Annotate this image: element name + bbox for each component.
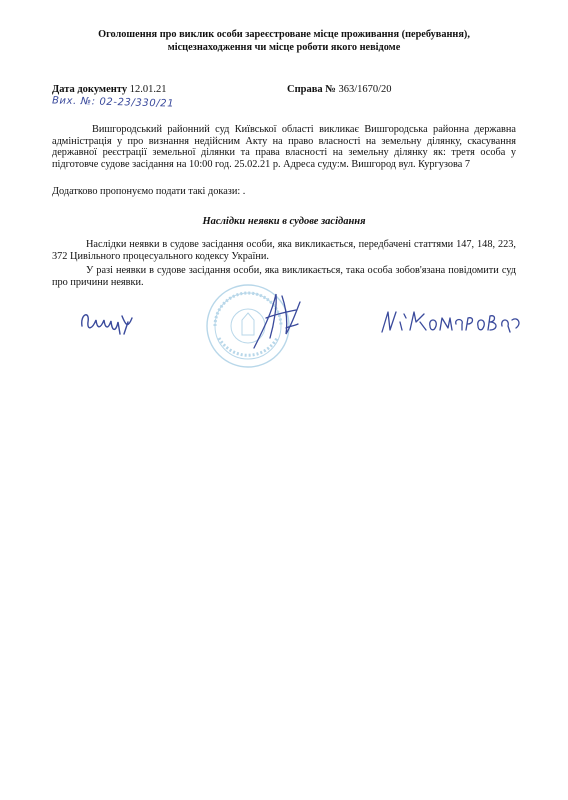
signature-middle: [246, 288, 306, 352]
evidence-paragraph: Додатково пропонуємо подати такі докази: .: [52, 186, 246, 197]
signature-left: [78, 304, 138, 338]
title-line-1: Оголошення про виклик особи зареєстроване місце проживання (перебування),: [98, 29, 470, 40]
title-line-2: місцезнаходження чи місце роботи якого невідоме: [167, 42, 401, 53]
handwritten-outgoing-number: Вих. №: 02-23/330/21: [51, 95, 175, 110]
date-label: Дата документу: [52, 84, 128, 95]
case-number: [287, 84, 392, 95]
date-value: 12.01.21: [129, 84, 167, 95]
section-title: Наслідки неявки в судове засідання: [202, 216, 366, 227]
signature-right: [378, 304, 528, 340]
case-value: 363/1670/20: [338, 84, 392, 95]
case-label: Справа №: [287, 84, 336, 95]
document-title: [60, 28, 508, 54]
document-date: [52, 84, 166, 95]
consequences-paragraph: Наслідки неявки в судове засідання особи, яка викликається, передбачені статтями 147, 148, 223, 372 Цивільного процесуального кодексу України.: [52, 239, 516, 262]
summons-paragraph: Вишгородський районний суд Київської області викликає Вишгородська районна державна адміністрація у про визнання недійсним Акту на право власності на земельну ділянку, скасування державної реєстрації земельної ділянки та права власності на земельну ділянку як: третя особа у підготовче судове засідання на 10:00 год. 25.02.21 р. Адреса суду:м. Вишгород вул. Кургузова 7: [52, 124, 516, 170]
notice-paragraph: У разі неявки в судове засідання особи, яка викликається, така особа зобов'язана повідомити суд про причини неявки.: [52, 265, 516, 288]
